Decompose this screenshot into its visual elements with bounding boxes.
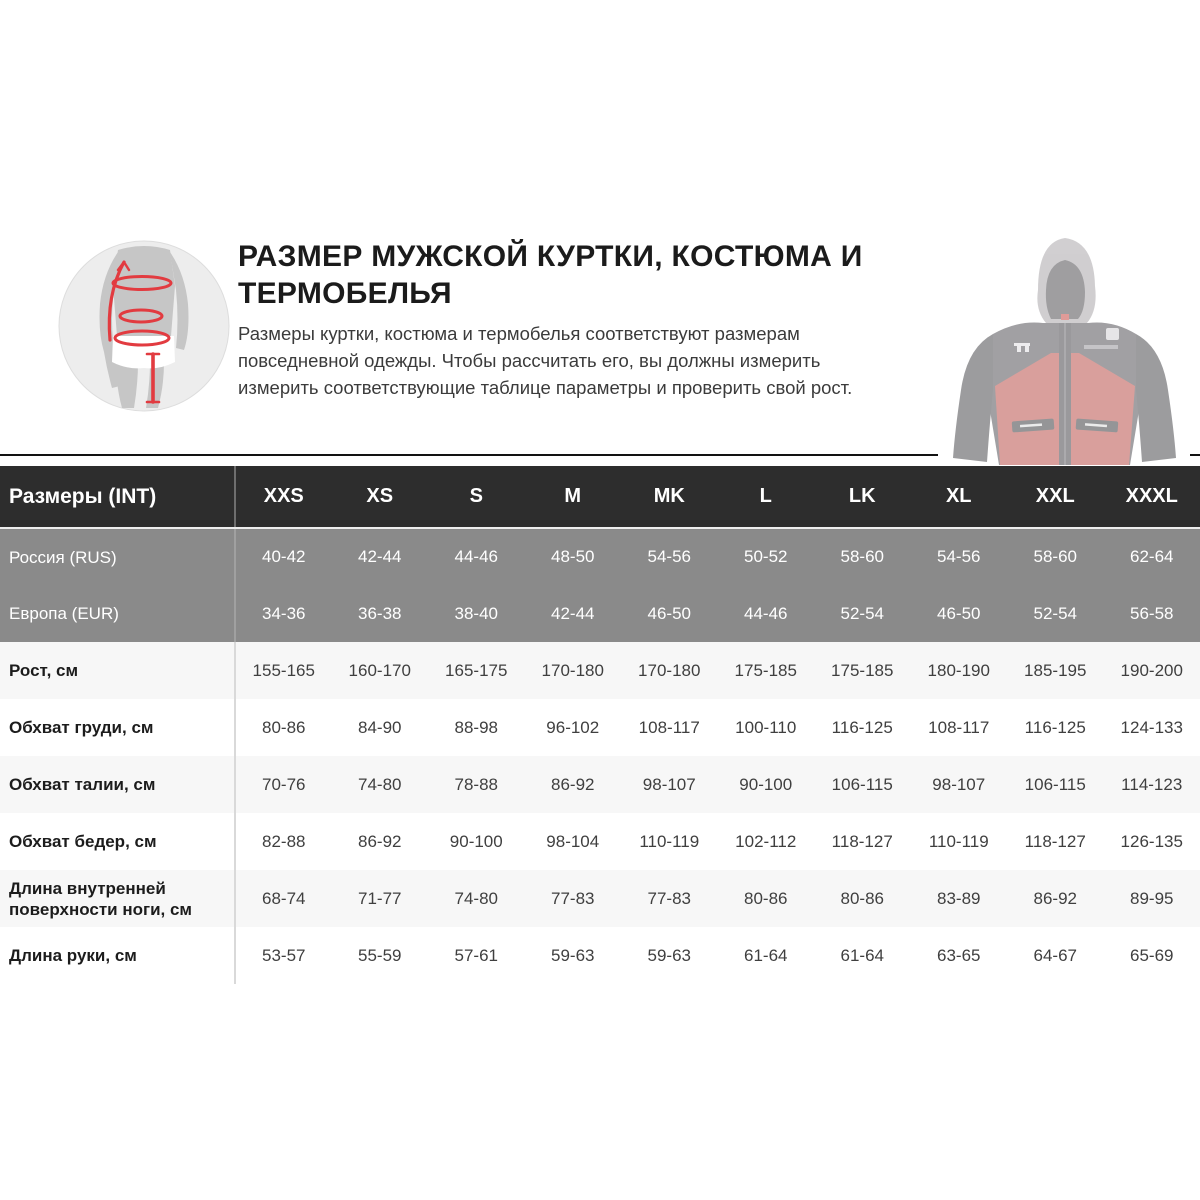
- table-row: [0, 813, 1200, 870]
- size-value-cell: 84-90: [358, 717, 402, 737]
- size-value-cell: 62-64: [1130, 547, 1174, 566]
- size-value-cell: 56-58: [1130, 603, 1174, 623]
- size-value-cell: 54-56: [647, 547, 691, 566]
- size-value-cell: 90-100: [739, 774, 793, 794]
- size-value-cell: 68-74: [262, 888, 306, 908]
- size-value-cell: 83-89: [937, 888, 981, 908]
- jacket-illustration-svg: [938, 228, 1190, 465]
- size-value-cell: 80-86: [262, 717, 306, 737]
- row-label: Россия (RUS): [0, 528, 235, 585]
- size-value-cell: 98-107: [932, 774, 986, 794]
- size-value-cell: 185-195: [1024, 660, 1087, 680]
- size-value-cell: 160-170: [348, 660, 411, 680]
- corner-header: Размеры (INT): [0, 466, 235, 528]
- size-value-cell: 170-180: [638, 660, 701, 680]
- size-header: M: [525, 466, 622, 528]
- intro-description: Размеры куртки, костюма и термобелья соответствуют размерам повседневной одежды. Чтобы рассчитать его, вы должны измерить измерить соответствующие таблице параметры и проверить свой рост.: [238, 323, 853, 398]
- size-value-cell: 80-86: [840, 888, 884, 908]
- size-value-cell: 86-92: [358, 831, 402, 851]
- size-header: XXXL: [1104, 466, 1200, 528]
- size-value-cell: 110-119: [928, 831, 989, 851]
- size-value-cell: 57-61: [454, 945, 498, 965]
- size-value-cell: 61-64: [840, 945, 884, 965]
- size-value-cell: 58-60: [1033, 547, 1077, 566]
- size-value-cell: 74-80: [454, 888, 498, 908]
- size-value-cell: 124-133: [1120, 717, 1183, 737]
- size-value-cell: 42-44: [358, 547, 402, 566]
- size-value-cell: 65-69: [1130, 945, 1174, 965]
- size-value-cell: 70-76: [262, 774, 306, 794]
- row-label: Длина внутренней поверхности ноги, см: [0, 870, 235, 927]
- size-value-cell: 44-46: [454, 547, 498, 566]
- size-header: XXL: [1007, 466, 1104, 528]
- table-row: [0, 927, 1200, 984]
- size-value-cell: 46-50: [647, 603, 691, 623]
- size-value-cell: 36-38: [358, 603, 402, 623]
- size-value-cell: 71-77: [358, 888, 402, 908]
- size-header: XL: [911, 466, 1008, 528]
- size-value-cell: 40-42: [262, 547, 306, 566]
- size-value-cell: 80-86: [744, 888, 788, 908]
- table-row: [0, 756, 1200, 813]
- size-value-cell: 59-63: [647, 945, 691, 965]
- size-header: MK: [621, 466, 718, 528]
- size-value-cell: 59-63: [551, 945, 595, 965]
- size-header: L: [718, 466, 815, 528]
- size-value-cell: 114-123: [1121, 774, 1183, 794]
- table-row: [0, 699, 1200, 756]
- size-value-cell: 175-185: [734, 660, 797, 680]
- size-value-cell: 89-95: [1130, 888, 1174, 908]
- size-value-cell: 100-110: [735, 717, 797, 737]
- row-label: Европа (EUR): [0, 585, 235, 642]
- size-value-cell: 118-127: [831, 831, 893, 851]
- size-value-cell: 55-59: [358, 945, 402, 965]
- size-value-cell: 52-54: [840, 603, 884, 623]
- size-value-cell: 190-200: [1120, 660, 1183, 680]
- size-value-cell: 108-117: [928, 717, 990, 737]
- size-value-cell: 48-50: [551, 547, 595, 566]
- row-label: Обхват груди, см: [0, 699, 235, 756]
- size-value-cell: 74-80: [358, 774, 402, 794]
- size-value-cell: 126-135: [1120, 831, 1183, 851]
- size-value-cell: 64-67: [1033, 945, 1077, 965]
- size-value-cell: 82-88: [262, 831, 306, 851]
- size-value-cell: 86-92: [551, 774, 595, 794]
- table-row: [0, 642, 1200, 699]
- size-value-cell: 98-107: [642, 774, 696, 794]
- row-label: Обхват бедер, см: [0, 813, 235, 870]
- size-value-cell: 118-127: [1024, 831, 1086, 851]
- row-label: Рост, см: [0, 642, 235, 699]
- size-value-cell: 50-52: [744, 547, 788, 566]
- size-value-cell: 44-46: [744, 603, 788, 623]
- size-value-cell: 86-92: [1033, 888, 1077, 908]
- size-value-cell: 42-44: [551, 603, 595, 623]
- table-row: [0, 585, 1200, 642]
- size-value-cell: 38-40: [454, 603, 498, 623]
- table-header-row: [0, 466, 1200, 528]
- body-measurement-icon: [58, 240, 230, 412]
- size-value-cell: 88-98: [454, 717, 498, 737]
- size-value-cell: 106-115: [1024, 774, 1086, 794]
- size-table-body: [0, 528, 1200, 984]
- size-value-cell: 63-65: [937, 945, 981, 965]
- row-label: Обхват талии, см: [0, 756, 235, 813]
- size-value-cell: 170-180: [541, 660, 604, 680]
- size-value-cell: 108-117: [638, 717, 700, 737]
- page-title: РАЗМЕР МУЖСКОЙ КУРТКИ, КОСТЮМА И ТЕРМОБЕЛЬЯ: [238, 240, 863, 310]
- size-value-cell: 116-125: [1024, 717, 1086, 737]
- size-value-cell: 96-102: [546, 717, 600, 737]
- size-value-cell: 54-56: [937, 547, 981, 566]
- size-value-cell: 102-112: [735, 831, 797, 851]
- size-value-cell: 46-50: [937, 603, 981, 623]
- size-header: S: [428, 466, 525, 528]
- size-value-cell: 155-165: [252, 660, 315, 680]
- size-value-cell: 34-36: [262, 603, 306, 623]
- size-value-cell: 110-119: [639, 831, 700, 851]
- body-measurement-diagram-svg: [58, 240, 230, 412]
- size-value-cell: 116-125: [831, 717, 893, 737]
- table-row: [0, 528, 1200, 585]
- size-header: XXS: [235, 466, 332, 528]
- size-value-cell: 175-185: [831, 660, 894, 680]
- size-value-cell: 106-115: [831, 774, 893, 794]
- row-label: Длина руки, см: [0, 927, 235, 984]
- size-value-cell: 58-60: [840, 547, 884, 566]
- size-value-cell: 52-54: [1033, 603, 1077, 623]
- size-value-cell: 61-64: [744, 945, 788, 965]
- size-value-cell: 98-104: [546, 831, 600, 851]
- size-value-cell: 78-88: [454, 774, 498, 794]
- size-value-cell: 53-57: [262, 945, 306, 965]
- size-value-cell: 77-83: [647, 888, 691, 908]
- size-value-cell: 77-83: [551, 888, 595, 908]
- size-value-cell: 90-100: [449, 831, 503, 851]
- table-row: [0, 870, 1200, 927]
- size-header: XS: [332, 466, 429, 528]
- size-value-cell: 165-175: [445, 660, 508, 680]
- size-header: LK: [814, 466, 911, 528]
- jacket-image: [938, 228, 1190, 465]
- size-value-cell: 180-190: [927, 660, 990, 680]
- size-table: [0, 466, 1200, 984]
